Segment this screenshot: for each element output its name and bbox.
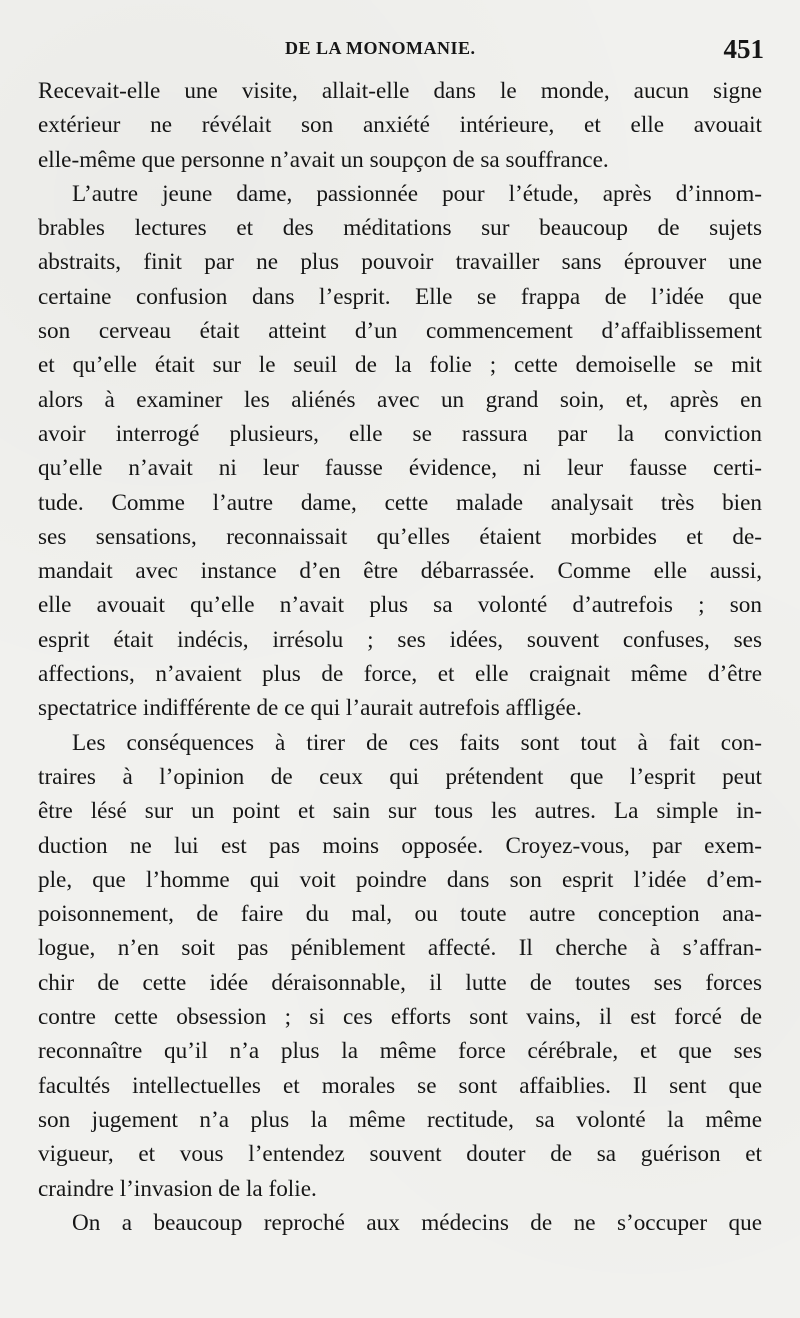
text-line: son jugement n’a plus la même rectitude, sa volonté la même [38,1106,762,1133]
text-line: elle avouait qu’elle n’avait plus sa volonté d’autrefois ; son [38,592,762,619]
text-line: reconnaître qu’il n’a plus la même force cérébrale, et que ses [38,1038,762,1065]
text-line: Les conséquences à tirer de ces faits sont tout à fait con- [72,729,762,756]
text-line: avoir interrogé plusieurs, elle se rassura par la conviction [38,420,762,447]
text-line: esprit était indécis, irrésolu ; ses idées, souvent confuses, ses [38,626,762,653]
text-line: craindre l’invasion de la folie. [38,1175,317,1202]
text-line: abstraits, finit par ne plus pouvoir travailler sans éprouver une [38,249,762,276]
text-line: chir de cette idée déraisonnable, il lutte de toutes ses forces [38,969,762,996]
text-line: traires à l’opinion de ceux qui prétendent que l’esprit peut [38,763,762,790]
text-line: vigueur, et vous l’entendez souvent douter de sa guérison et [38,1141,762,1168]
page-number: 451 [723,34,764,64]
text-line: alors à examiner les aliénés avec un grand soin, et, après en [38,386,762,413]
text-line: mandait avec instance d’en être débarrassée. Comme elle aussi, [38,558,762,585]
running-header-title: DE LA MONOMANIE. [285,38,476,58]
text-line: ple, que l’homme qui voit poindre dans son esprit l’idée d’em- [38,866,762,893]
text-line: spectatrice indifférente de ce qui l’aurait autrefois affligée. [38,695,582,722]
text-line: poisonnement, de faire du mal, ou toute autre conception ana- [38,901,762,928]
text-line: L’autre jeune dame, passionnée pour l’étude, après d’innom- [72,180,762,207]
text-line: brables lectures et des méditations sur beaucoup de sujets [38,215,762,242]
text-line: tude. Comme l’autre dame, cette malade analysait très bien [38,489,762,516]
text-line: contre cette obsession ; si ces efforts sont vains, il est forcé de [38,1004,762,1031]
text-line: extérieur ne révélait son anxiété intérieure, et elle avouait [38,112,762,139]
text-line: Recevait-elle une visite, allait-elle dans le monde, aucun signe [38,78,762,104]
text-line: elle-même que personne n’avait un soupçon de sa souffrance. [38,146,609,173]
text-line: logue, n’en soit pas péniblement affecté. Il cherche à s’affran- [38,935,762,962]
text-line: On a beaucoup reproché aux médecins de ne s’occuper que [72,1209,762,1236]
text-line: ses sensations, reconnaissait qu’elles étaient morbides et de- [38,523,762,550]
text-line: certaine confusion dans l’esprit. Elle se frappa de l’idée que [38,283,762,310]
text-line: qu’elle n’avait ni leur fausse évidence, ni leur fausse certi- [38,455,762,482]
text-line: facultés intellectuelles et morales se sont affaiblies. Il sent que [38,1072,762,1099]
text-line: son cerveau était atteint d’un commencement d’affaiblissement [38,318,762,345]
text-line: duction ne lui est pas moins opposée. Croyez-vous, par exem- [38,832,762,859]
body-text [38,74,762,1240]
text-line: affections, n’avaient plus de force, et elle craignait même d’être [38,661,762,688]
text-line: être lésé sur un point et sain sur tous les autres. La simple in- [38,798,762,825]
text-line: et qu’elle était sur le seuil de la folie ; cette demoiselle se mit [38,352,762,379]
